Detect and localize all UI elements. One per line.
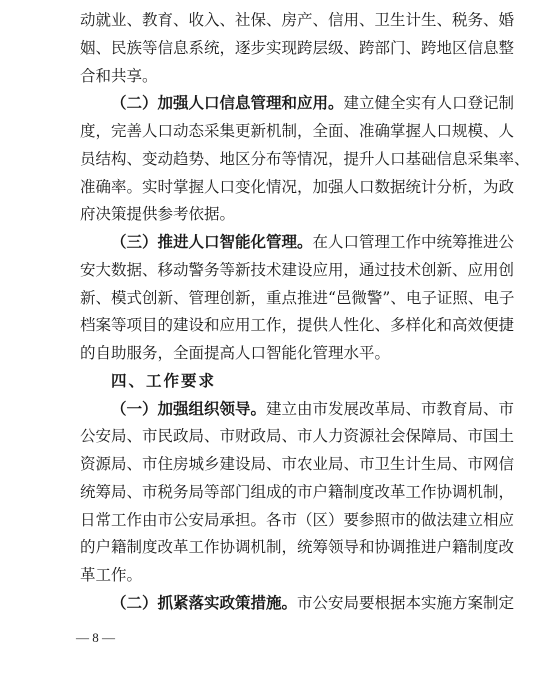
- line-text: 建立健全实有人口登记制: [343, 94, 515, 112]
- chapter-heading-text: 四、工作要求: [111, 372, 217, 390]
- line-text: 府决策提供参考依据。: [80, 205, 236, 223]
- line-text: 度，完善人口动态采集更新机制，全面、准确掌握人口规模、人: [80, 122, 515, 140]
- body-text-line: [80, 10, 515, 30]
- body-text-line: [80, 288, 515, 308]
- body-text-line: [80, 177, 515, 197]
- page-number: — 8 —: [76, 630, 115, 645]
- line-text: 的户籍制度改革工作协调机制，统筹领导和协调推进户籍制度改: [80, 538, 515, 556]
- body-text-line: [80, 537, 515, 557]
- line-text: 合和共享。: [80, 67, 158, 85]
- chapter-heading: [111, 371, 480, 391]
- line-text: 员结构、变动趋势、地区分布等情况，提升人口基础信息采集率、: [80, 150, 530, 168]
- section-heading: （一）加强组织领导。: [111, 399, 267, 418]
- body-text-line: [80, 454, 515, 474]
- section-paragraph-start: [111, 593, 515, 613]
- body-text-line: [80, 426, 515, 446]
- line-text: 新、模式创新、管理创新，重点推进“邑微警”、电子证照、电子: [80, 289, 515, 307]
- body-text-line: [80, 38, 515, 58]
- section-paragraph-start: [111, 232, 515, 252]
- line-text: 的自助服务，全面提高人口智能化管理水平。: [80, 344, 391, 362]
- line-text: 日常工作由市公安局承担。各市（区）要参照市的做法建立相应: [80, 511, 515, 529]
- section-paragraph-start: [111, 399, 515, 419]
- line-text: 动就业、教育、收入、社保、房产、信用、卫生计生、税务、婚: [80, 11, 515, 29]
- line-text: 统筹局、市税务局等部门组成的市户籍制度改革工作协调机制，: [80, 483, 515, 501]
- line-text: 准确率。实时掌握人口变化情况，加强人口数据统计分析，为政: [80, 178, 515, 196]
- body-text-line: [80, 204, 480, 224]
- line-text: 市公安局要根据本实施方案制定: [297, 594, 515, 612]
- body-text-line: [80, 482, 515, 502]
- line-text: 革工作。: [80, 566, 143, 584]
- section-heading: （三）推进人口智能化管理。: [111, 232, 313, 251]
- section-heading: （二）抓紧落实政策措施。: [111, 593, 298, 612]
- line-text: 姻、民族等信息系统，逐步实现跨层级、跨部门、跨地区信息整: [80, 39, 515, 57]
- body-text-line: [80, 66, 480, 86]
- body-text-line: [80, 149, 530, 169]
- body-text-line: [80, 510, 515, 530]
- section-paragraph-start: [111, 93, 515, 113]
- line-text: 在人口管理工作中统筹推进公: [312, 233, 515, 251]
- body-text-line: [80, 121, 515, 141]
- line-text: 建立由市发展改革局、市教育局、市: [266, 400, 515, 418]
- body-text-line: [80, 260, 515, 280]
- body-text-line: [80, 565, 480, 585]
- line-text: 公安局、市民政局、市财政局、市人力资源社会保障局、市国土: [80, 427, 515, 445]
- line-text: 档案等项目的建设和应用工作，提供人性化、多样化和高效便捷: [80, 316, 515, 334]
- body-text-line: [80, 315, 515, 335]
- line-text: 安大数据、移动警务等新技术建设应用，通过技术创新、应用创: [80, 261, 515, 279]
- body-text-line: [80, 343, 480, 363]
- line-text: 资源局、市住房城乡建设局、市农业局、市卫生计生局、市网信: [80, 455, 515, 473]
- section-heading: （二）加强人口信息管理和应用。: [111, 93, 344, 112]
